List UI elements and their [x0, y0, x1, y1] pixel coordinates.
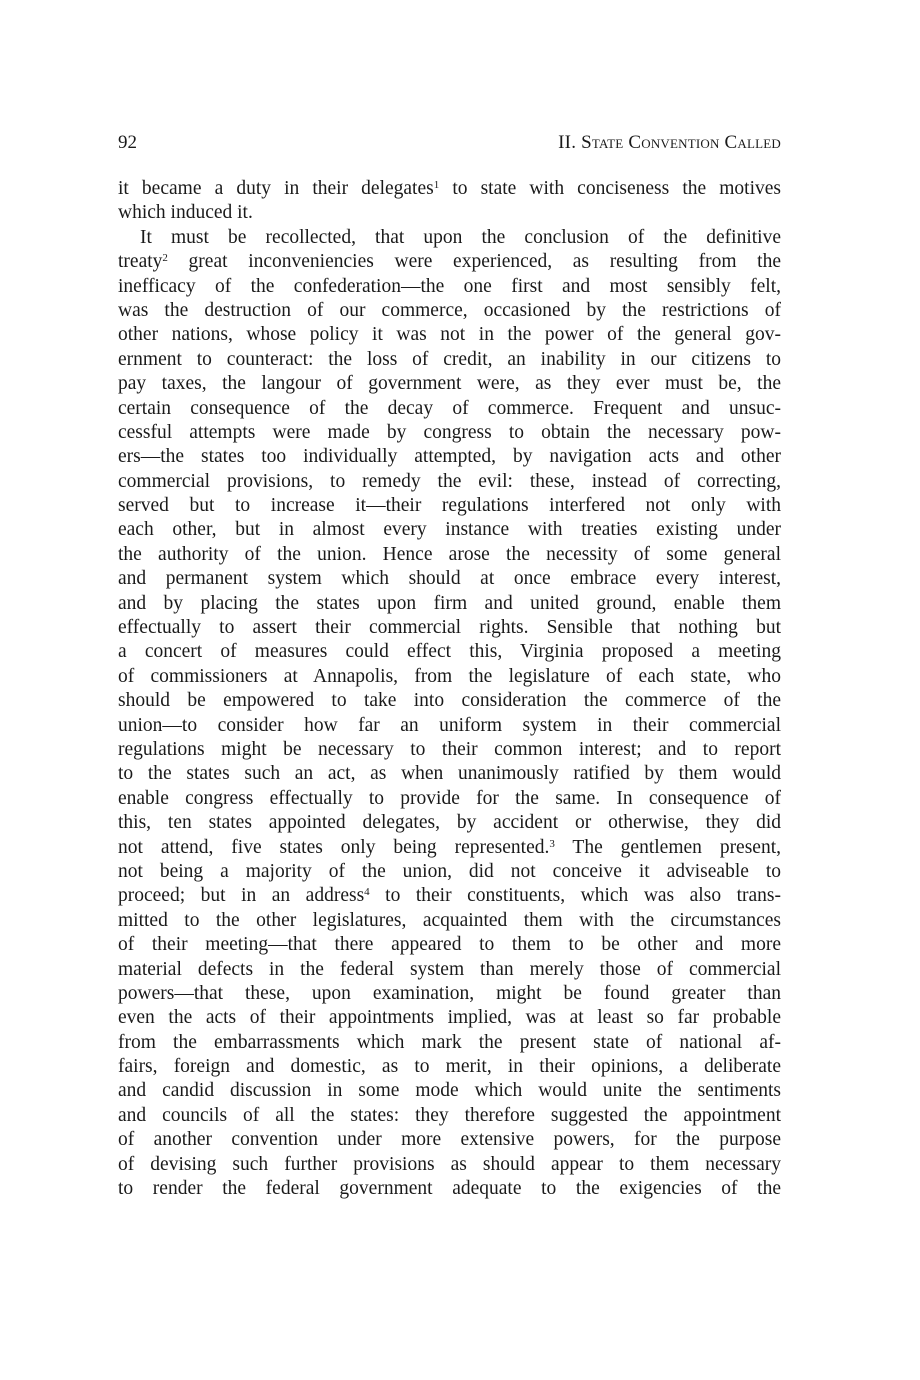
footnote-marker: 2: [162, 252, 168, 265]
text-segment: ernment to counteract: the loss of credit, an inability in our citizens to: [118, 348, 781, 370]
text-line: [118, 616, 781, 640]
text-line: [118, 1104, 781, 1128]
chapter-title: II. State Convention Called: [558, 132, 781, 153]
text-line: [118, 299, 781, 323]
text-segment: proceed; but in an address: [118, 885, 365, 907]
text-line: [118, 567, 781, 591]
text-segment: material defects in the federal system than merely those of commercial: [118, 958, 781, 980]
text-segment: certain consequence of the decay of commerce. Frequent and unsuc-: [118, 397, 781, 419]
text-segment: ers—the states too individually attempted, by navigation acts and other: [118, 446, 781, 468]
text-line: [118, 933, 781, 957]
text-line: [118, 1128, 781, 1152]
text-line: [118, 543, 781, 567]
text-segment: it became a duty in their delegates: [118, 178, 434, 199]
text-line: [118, 494, 781, 518]
text-line: [118, 958, 781, 982]
text-segment: and by placing the states upon firm and united ground, enable them: [118, 592, 781, 614]
text-segment: from the embarrassments which mark the present state of national af-: [118, 1031, 781, 1053]
text-segment: pay taxes, the langour of government were, as they ever must be, the: [118, 373, 781, 395]
text-segment: of their meeting—that there appeared to them to be other and more: [118, 934, 781, 956]
text-line: [118, 762, 781, 786]
text-segment: union—to consider how far an uniform system in their commercial: [118, 714, 781, 736]
text-line: [118, 1006, 781, 1030]
text-segment: should be empowered to take into consideration the commerce of the: [118, 690, 781, 712]
text-segment: to state with conciseness the motives: [439, 178, 781, 199]
text-segment: regulations might be necessary to their common interest; and to report: [118, 738, 781, 760]
text-segment: even the acts of their appointments implied, was at least so far probable: [118, 1007, 781, 1029]
text-line: [118, 860, 781, 884]
text-line: [118, 445, 781, 469]
text-segment: inefficacy of the confederation—the one first and most sensibly felt,: [118, 275, 781, 297]
text-line: [118, 470, 781, 494]
text-line: [118, 518, 781, 542]
text-line: [118, 836, 781, 860]
text-line: [118, 665, 781, 689]
text-segment: It must be recollected, that upon the conclusion of the definitive: [140, 226, 781, 248]
text-line: [118, 1031, 781, 1055]
text-line: [118, 787, 781, 811]
page-number: 92: [118, 132, 137, 153]
text-segment: which induced it.: [118, 202, 253, 224]
text-segment: a concert of measures could effect this, Virginia proposed a meeting: [118, 641, 781, 663]
text-line: [118, 640, 781, 664]
text-line: [118, 1153, 781, 1177]
text-line: [118, 884, 781, 908]
body-text: [118, 177, 781, 1201]
text-segment: and councils of all the states: they therefore suggested the appointment: [118, 1104, 781, 1126]
footnote-marker: 1: [433, 178, 440, 191]
text-segment: other nations, whose policy it was not in the power of the general gov-: [118, 324, 781, 346]
text-segment: effectually to assert their commercial rights. Sensible that nothing but: [118, 617, 781, 639]
text-line: [118, 909, 781, 933]
running-head: [118, 128, 781, 158]
text-line: [118, 348, 781, 372]
text-line: [118, 689, 781, 713]
footnote-marker: 3: [549, 837, 555, 850]
text-segment: and candid discussion in some mode which would unite the sentiments: [118, 1080, 781, 1102]
text-line: [118, 275, 781, 299]
text-line: [118, 811, 781, 835]
text-segment: to the states such an act, as when unanimously ratified by them would: [118, 763, 781, 785]
text-line: [118, 592, 781, 616]
text-segment: powers—that these, upon examination, might be found greater than: [118, 982, 781, 1004]
text-line: [118, 1079, 781, 1103]
text-line: [118, 1055, 781, 1079]
text-line: [118, 1177, 781, 1201]
text-segment: of commissioners at Annapolis, from the legislature of each state, who: [118, 665, 781, 687]
text-segment: cessful attempts were made by congress to obtain the necessary pow-: [118, 421, 781, 443]
text-line: [118, 177, 781, 201]
text-segment: and permanent system which should at once embrace every interest,: [118, 568, 781, 590]
text-segment: served but to increase it—their regulations interfered not only with: [118, 495, 781, 517]
text-line: [118, 201, 781, 225]
text-segment: great inconveniencies were experienced, as resulting from the: [167, 251, 781, 273]
text-segment: not attend, five states only being represented.: [118, 836, 550, 858]
text-line: [118, 714, 781, 738]
text-segment: The gentlemen present,: [554, 836, 781, 858]
text-segment: each other, but in almost every instance with treaties existing under: [118, 519, 781, 541]
text-segment: the authority of the union. Hence arose the necessity of some general: [118, 543, 781, 565]
text-segment: this, ten states appointed delegates, by accident or otherwise, they did: [118, 812, 781, 834]
text-segment: fairs, foreign and domestic, as to merit, in their opinions, a deliberate: [118, 1056, 781, 1078]
text-segment: to their constituents, which was also trans-: [369, 885, 781, 907]
text-segment: to render the federal government adequate to the exigencies of the: [118, 1178, 781, 1200]
text-segment: was the destruction of our commerce, occasioned by the restrictions of: [118, 299, 781, 321]
footnote-marker: 4: [364, 886, 370, 899]
text-line: [118, 982, 781, 1006]
text-line: [118, 323, 781, 347]
text-segment: of another convention under more extensive powers, for the purpose: [118, 1129, 781, 1151]
text-segment: of devising such further provisions as should appear to them necessary: [118, 1153, 781, 1175]
text-line: [118, 372, 781, 396]
text-segment: mitted to the other legislatures, acquainted them with the circumstances: [118, 909, 781, 931]
text-line: [118, 421, 781, 445]
text-line: [118, 250, 781, 274]
text-line: [118, 738, 781, 762]
text-segment: treaty: [118, 251, 163, 273]
text-line: [118, 397, 781, 421]
text-line: [118, 226, 781, 250]
text-segment: not being a majority of the union, did not conceive it adviseable to: [118, 860, 781, 882]
text-segment: commercial provisions, to remedy the evil: these, instead of correcting,: [118, 470, 781, 492]
text-segment: enable congress effectually to provide for the same. In consequence of: [118, 787, 781, 809]
book-page: [118, 128, 781, 1201]
